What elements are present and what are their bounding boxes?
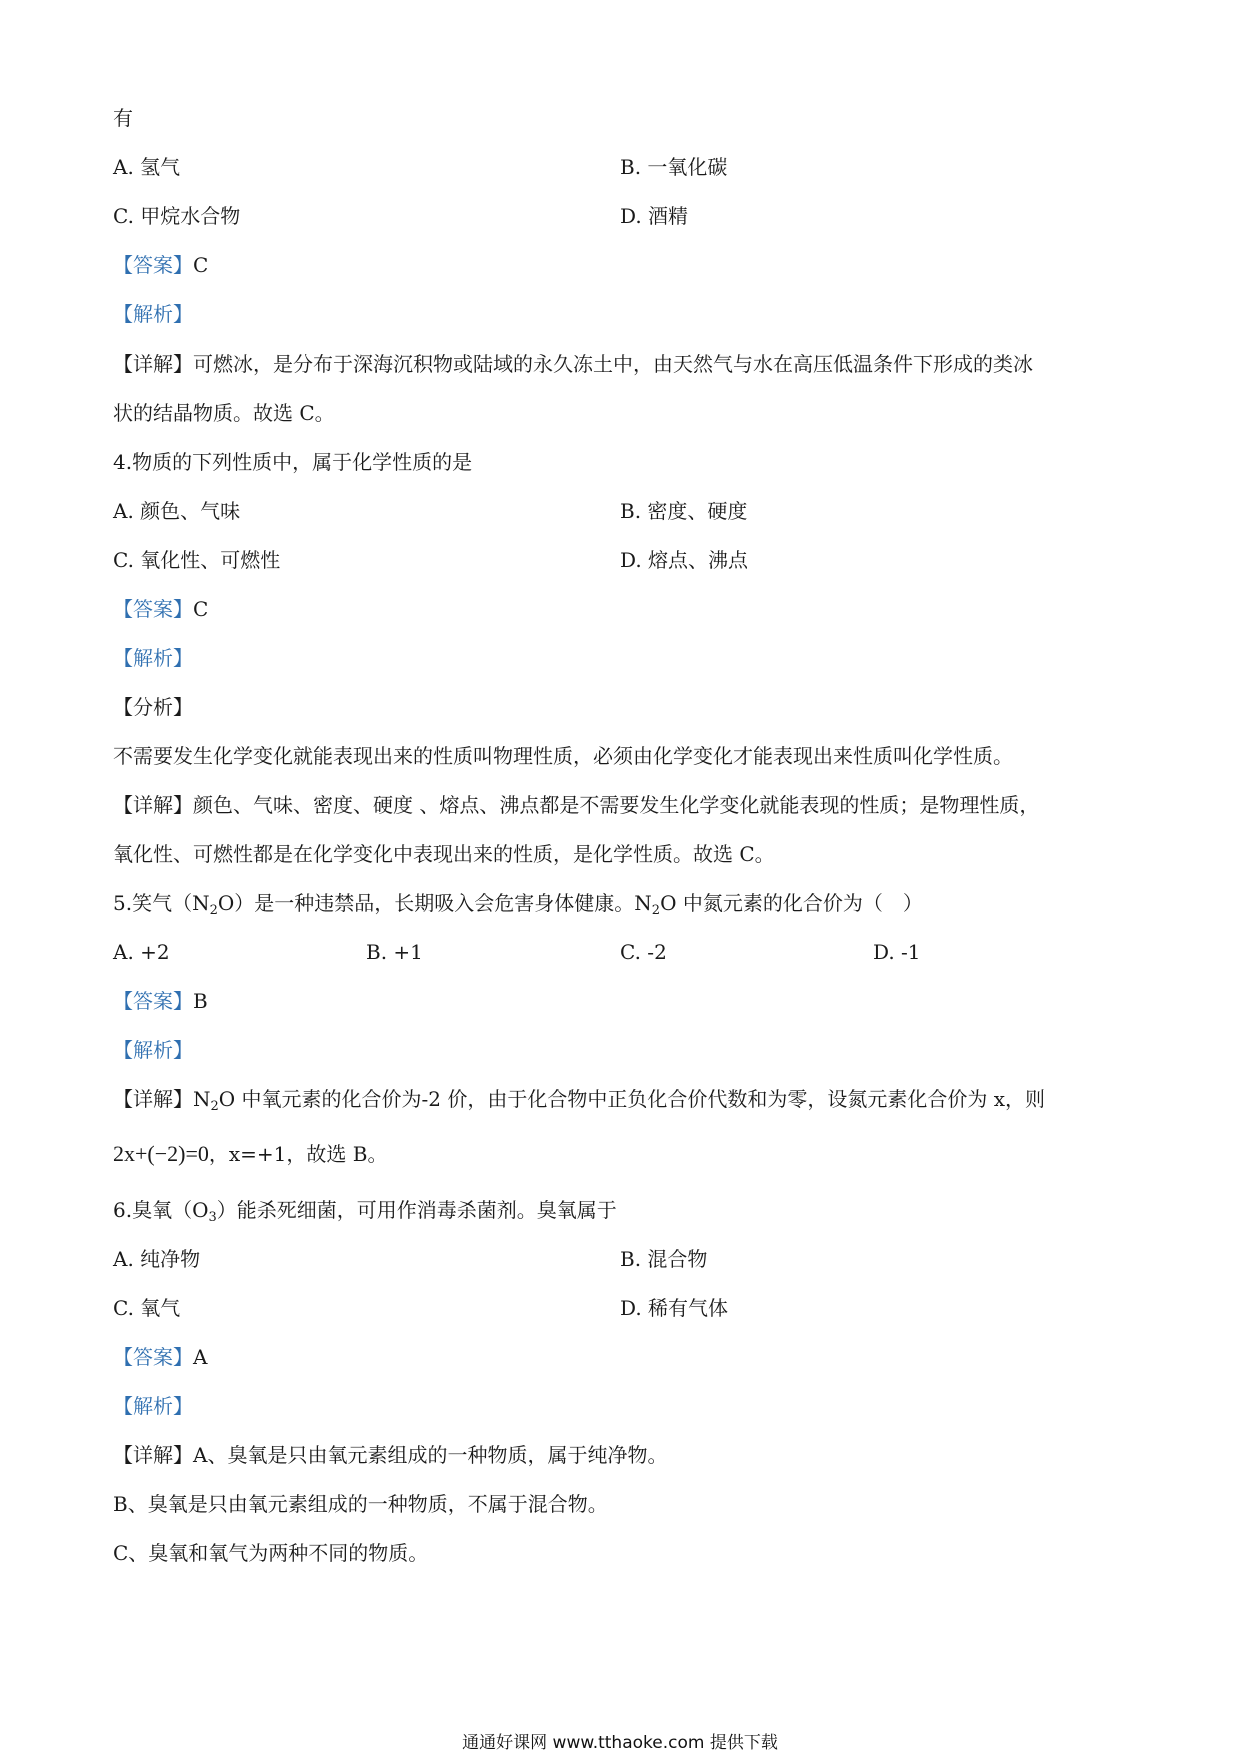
answer-value: B <box>193 989 208 1013</box>
answer-tag: 【答案】 <box>113 1345 193 1369</box>
q6-analysis-tag: 【解析】 <box>113 1394 193 1418</box>
answer-tag: 【答案】 <box>113 989 193 1013</box>
q3-analysis-tag: 【解析】 <box>113 302 193 326</box>
q4-answer <box>113 595 208 623</box>
subscript: 2 <box>210 1099 219 1114</box>
detail-text: 可燃冰，是分布于深海沉积物或陆域的永久冻土中，由天然气与水在高压低温条件下形成的类冰 <box>193 352 1033 376</box>
subscript: 2 <box>651 903 661 918</box>
subscript: 2 <box>209 903 218 918</box>
answer-value: C <box>193 253 209 277</box>
q3-option-d: D. 酒精 <box>620 204 689 228</box>
q3-answer <box>113 251 208 279</box>
detail-tag: 【详解】 <box>113 1087 193 1111</box>
stem-part: ）能杀死细菌，可用作消毒杀菌剂。臭氧属于 <box>216 1198 617 1222</box>
q3-option-b: B. 一氧化碳 <box>620 155 728 179</box>
q3-detail-cont: 状的结晶物质。故选 C。 <box>113 401 335 425</box>
answer-value: A <box>193 1345 208 1369</box>
subscript: 3 <box>208 1210 217 1225</box>
detail-text: A、臭氧是只由氧元素组成的一种物质，属于纯净物。 <box>193 1443 668 1467</box>
q3-option-a: A. 氢气 <box>113 155 181 179</box>
answer-tag: 【答案】 <box>113 597 193 621</box>
q5-answer <box>113 987 208 1015</box>
detail-text: 颜色、气味、密度、硬度 、熔点、沸点都是不需要发生化学变化就能表现的性质；是物理性质， <box>193 793 1040 817</box>
q4-analysis-tag: 【解析】 <box>113 646 193 670</box>
equation: 2x+(−2)=0 <box>113 1141 209 1166</box>
q4-detail <box>113 791 1039 819</box>
detail-tag: 【详解】 <box>113 1443 193 1467</box>
stem-part: O）是一种违禁品，长期吸入会危害身体健康。N <box>217 891 652 915</box>
q5-analysis-tag: 【解析】 <box>113 1038 193 1062</box>
q4-fenxi-tag: 【分析】 <box>113 695 193 719</box>
detail-tag: 【详解】 <box>113 352 193 376</box>
q4-option-c: C. 氧化性、可燃性 <box>113 548 281 572</box>
detail-text: N <box>193 1087 211 1111</box>
q5-detail <box>113 1085 1045 1121</box>
q6-answer <box>113 1343 207 1371</box>
q4-fenxi-text: 不需要发生化学变化就能表现出来的性质叫物理性质，必须由化学变化才能表现出来性质叫化学性质。 <box>113 744 1013 768</box>
q6-stem <box>113 1196 617 1232</box>
stem-part: O 中氮元素的化合价为（ ） <box>660 891 923 915</box>
q5-option-a: A. +2 <box>113 940 170 964</box>
q4-option-d: D. 熔点、沸点 <box>620 548 749 572</box>
answer-tag: 【答案】 <box>113 253 193 277</box>
q4-detail-cont: 氧化性、可燃性都是在化学变化中表现出来的性质，是化学性质。故选 C。 <box>113 842 775 866</box>
q4-stem: 4.物质的下列性质中，属于化学性质的是 <box>113 450 473 474</box>
q5-formula-line <box>113 1140 387 1168</box>
stem-part: 5.笑气（N <box>113 891 210 915</box>
q6-option-b: B. 混合物 <box>620 1247 708 1271</box>
page-footer: 通通好课网 www.tthaoke.com 提供下载 <box>462 1733 778 1753</box>
stem-part: 6.臭氧（O <box>113 1198 209 1222</box>
q6-option-a: A. 纯净物 <box>113 1247 201 1271</box>
question-stem-continuation: 有 <box>113 106 133 130</box>
q6-detail-c: C、臭氧和氧气为两种不同的物质。 <box>113 1541 429 1565</box>
q5-option-d: D. -1 <box>873 940 921 964</box>
answer-value: C <box>193 597 209 621</box>
q5-stem <box>113 889 923 925</box>
q3-option-c: C. 甲烷水合物 <box>113 204 241 228</box>
q5-option-c: C. -2 <box>620 940 667 964</box>
q6-option-c: C. 氧气 <box>113 1296 181 1320</box>
q3-detail <box>113 350 1033 378</box>
q6-detail-b: B、臭氧是只由氧元素组成的一种物质，不属于混合物。 <box>113 1492 608 1516</box>
q4-option-a: A. 颜色、气味 <box>113 499 241 523</box>
q6-detail <box>113 1441 667 1469</box>
detail-text: O 中氧元素的化合价为-2 价，由于化合物中正负化合价代数和为零，设氮元素化合价为 x，则 <box>218 1087 1046 1111</box>
q4-option-b: B. 密度、硬度 <box>620 499 748 523</box>
detail-tag: 【详解】 <box>113 793 193 817</box>
q6-option-d: D. 稀有气体 <box>620 1296 729 1320</box>
detail-text: ，x=+1，故选 B。 <box>208 1142 388 1166</box>
q5-option-b: B. +1 <box>366 940 423 964</box>
